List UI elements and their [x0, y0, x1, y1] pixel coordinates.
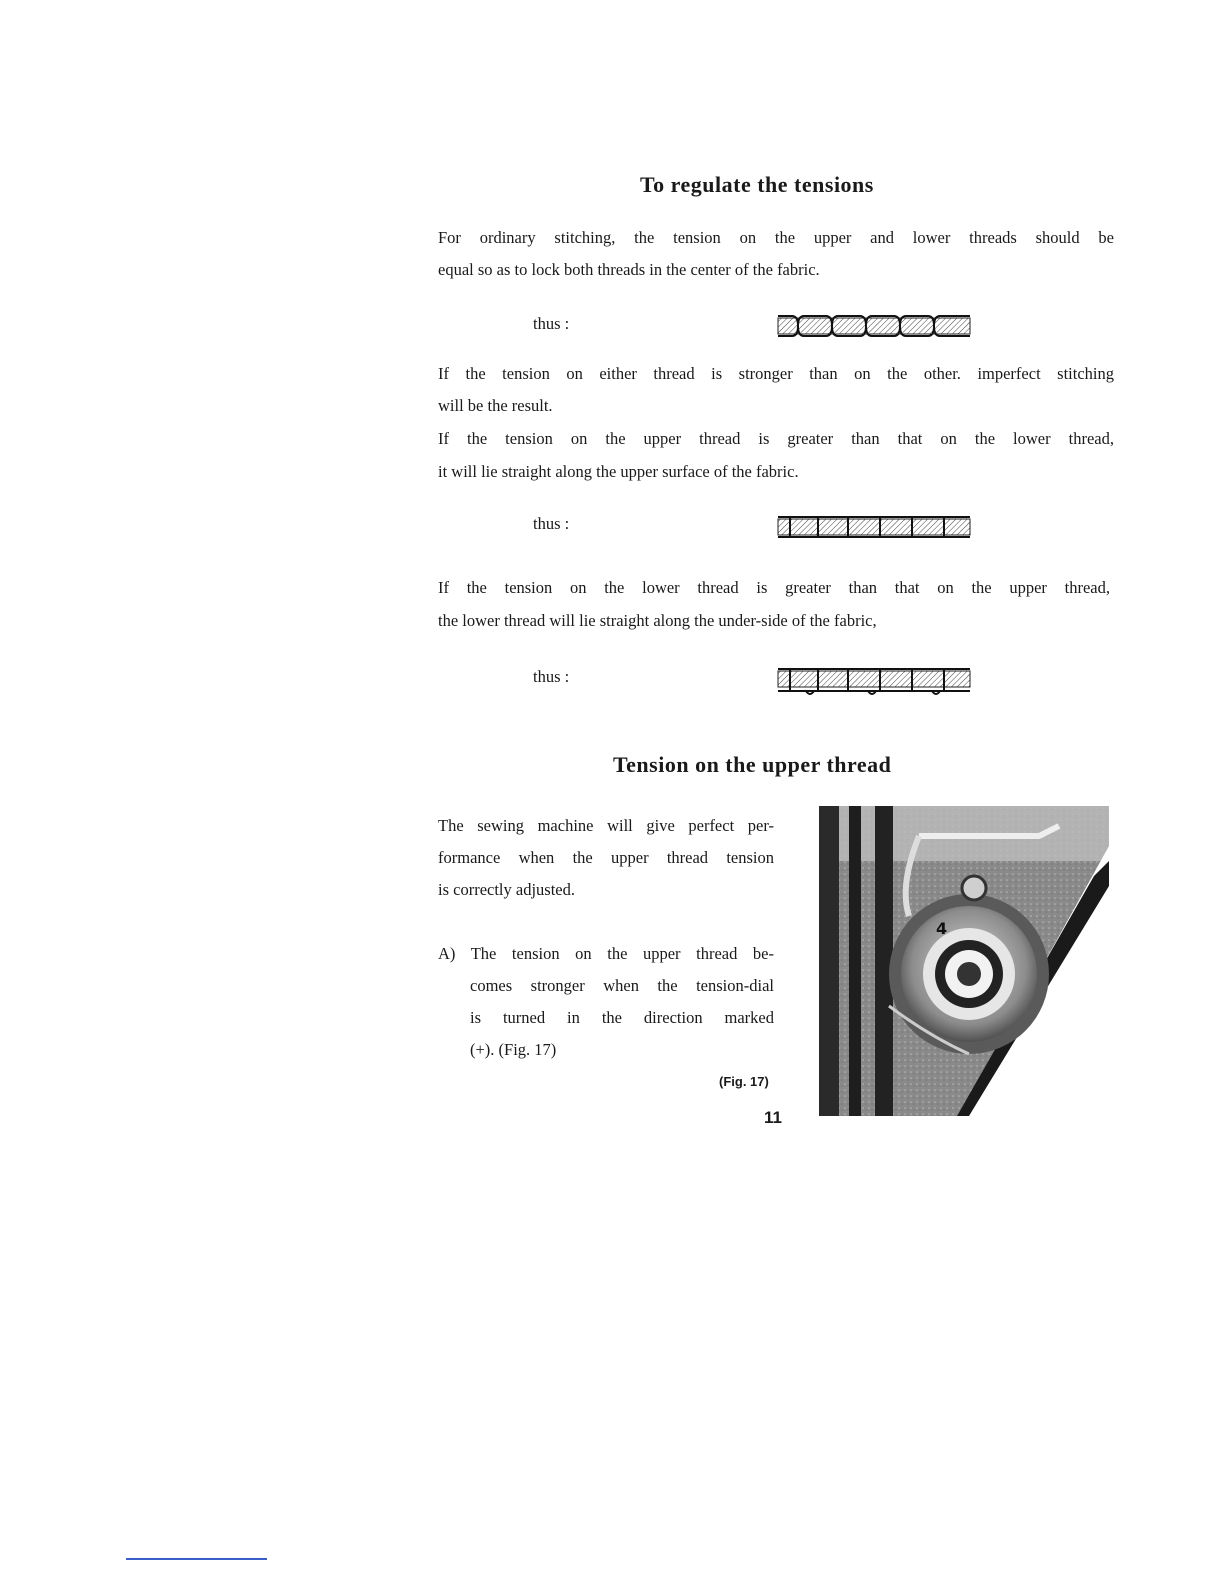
- paragraph-ordinary-stitching-line2: equal so as to lock both threads in the center of the fabric.: [438, 260, 820, 279]
- page-number: 11: [764, 1108, 782, 1127]
- dial-number-label: 4: [936, 919, 948, 938]
- paragraph-upper-tension-line1: If the tension on the upper thread is greater than that on the lower thread,: [438, 429, 1114, 448]
- item-a-line: comes stronger when the tension-dial: [470, 976, 774, 995]
- balanced-stitch-diagram: [776, 312, 976, 340]
- paragraph-upper-tension-line2: it will lie straight along the upper surface of the fabric.: [438, 462, 799, 481]
- item-a-line: A) The tension on the upper thread be-: [438, 944, 774, 963]
- upper-tight-stitch-diagram: [776, 512, 976, 542]
- figure-caption: (Fig. 17): [719, 1074, 769, 1089]
- intro-line: is correctly adjusted.: [438, 880, 575, 899]
- paragraph-lower-tension-line2: the lower thread will lie straight along the under-side of the fabric,: [438, 611, 877, 630]
- section-title-upper-thread-tension: Tension on the upper thread: [613, 752, 892, 777]
- thus-label-balanced: thus :: [533, 314, 570, 333]
- item-a-line: (+). (Fig. 17): [470, 1040, 557, 1059]
- item-a-line: is turned in the direction marked: [470, 1008, 774, 1027]
- paragraph-imperfect-stitching-line2: will be the result.: [438, 396, 553, 415]
- paragraph-lower-tension-line1: If the tension on the lower thread is greater than that on the upper thread,: [438, 578, 1110, 597]
- section-title-regulate-tensions: To regulate the tensions: [640, 172, 874, 197]
- thus-label-lower-tight: thus :: [533, 667, 570, 686]
- item-a-paragraph: [438, 938, 774, 1066]
- intro-paragraph: [438, 810, 774, 906]
- thus-label-upper-tight: thus :: [533, 514, 570, 533]
- lower-tight-stitch-diagram: [776, 664, 976, 698]
- tension-dial-photo: [819, 806, 1109, 1116]
- bottom-rule: [126, 1558, 267, 1560]
- paragraph-ordinary-stitching-line1: For ordinary stitching, the tension on the upper and lower threads should be: [438, 228, 1114, 247]
- intro-line: formance when the upper thread tension: [438, 848, 774, 867]
- intro-line: The sewing machine will give perfect per-: [438, 816, 774, 835]
- paragraph-imperfect-stitching-line1: If the tension on either thread is stronger than on the other. imperfect stitching: [438, 364, 1114, 383]
